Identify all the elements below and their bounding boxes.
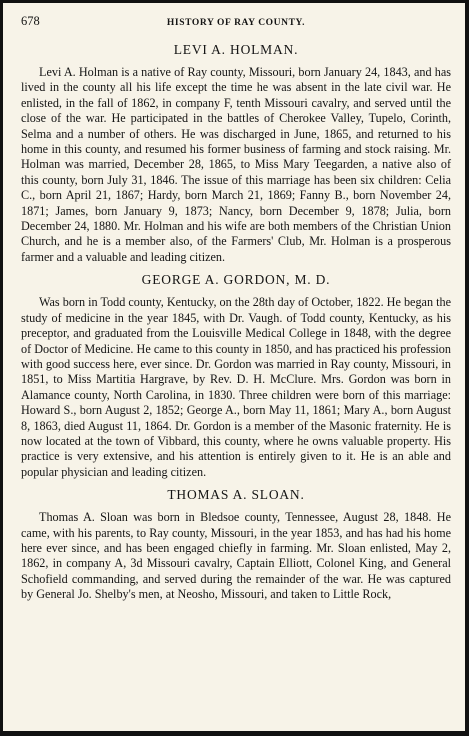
biography-entry-sloan <box>21 487 451 602</box>
running-title: HISTORY OF RAY COUNTY. <box>166 18 306 28</box>
entry-body: Was born in Todd county, Kentucky, on the 28th day of October, 1822. He began the study of medicine in the year 1845, with Dr. Vaugh. of Todd county, Kentucky, as his preceptor, and graduated from the Louisville Medical College in 1848, with the degree of Doctor of Medicine. He came to this county in 1850, and has practiced his profession with good success here, ever since. Dr. Gordon was married in Ray county, Missouri, in 1851, to Miss Martitia Hargrave, by Rev. D. H. McClure. Mrs. Gordon was born in Alamance county, North Carolina, in 1830. Three children were born of this marriage: Howard S., born August 2, 1852; George A., born May 11, 1861; Mary A., born August 8, 1863, died August 11, 1864. Dr. Gordon is a member of the Masonic fraternity. He is now located at the town of Vibbard, this county, where he owns valuable property. His practice is very extensive, and his attention is entirely given to it. He is an able and popular physician and leading citizen. <box>21 295 451 479</box>
running-head <box>21 14 451 36</box>
book-page <box>3 3 465 731</box>
entry-title: LEVI A. HOLMAN. <box>173 42 299 57</box>
biography-entry-holman <box>21 42 451 265</box>
biography-entry-gordon <box>21 272 451 480</box>
entry-title: GEORGE A. GORDON, M. D. <box>141 272 331 288</box>
entry-title: THOMAS A. SLOAN. <box>167 487 305 503</box>
page-number: 678 <box>21 14 40 28</box>
entry-body: Thomas A. Sloan was born in Bledsoe county, Tennessee, August 28, 1848. He came, with his parents, to Ray county, Missouri, in the year 1853, and has had his home here ever since, and has been engaged chiefly in farming. Mr. Sloan enlisted, May 2, 1862, in company A, 3d Missouri cavalry, Captain Elliott, Colonel King, and General Schofield commanding, and served during the remainder of the war. He was captured by General Jo. Shelby's men, at Neosho, Missouri, and taken to Little Rock, <box>21 510 451 602</box>
entry-body: Levi A. Holman is a native of Ray county, Missouri, born January 24, 1843, and has lived in the county all his life except the time he was absent in the late civil war. He enlisted, in the fall of 1862, in company F, tenth Missouri cavalry, and served until the close of the war. He participated in the battles of Cherokee Valley, Tupelo, Corinth, Selma and a number of others. He was discharged in June, 1865, and returned to his home in this county, and resumed his former business of farming and stock raising. Mr. Holman was married, December 28, 1865, to Miss Mary Teegarden, a native also of this county, born July 31, 1846. The issue of this marriage has been six children: Celia C., born April 21, 1867; Hardy, born March 21, 1869; Fanny B., born November 24, 1871; James, born January 9, 1873; Nancy, born December 9, 1878; Julia, born December 24, 1880. Mr. Holman and his wife are both members of the Christian Union Church, and he is a member also, of the Farmers' Club, Mr. Holman is a prosperous farmer and a valuable and leading citizen. <box>21 65 451 264</box>
